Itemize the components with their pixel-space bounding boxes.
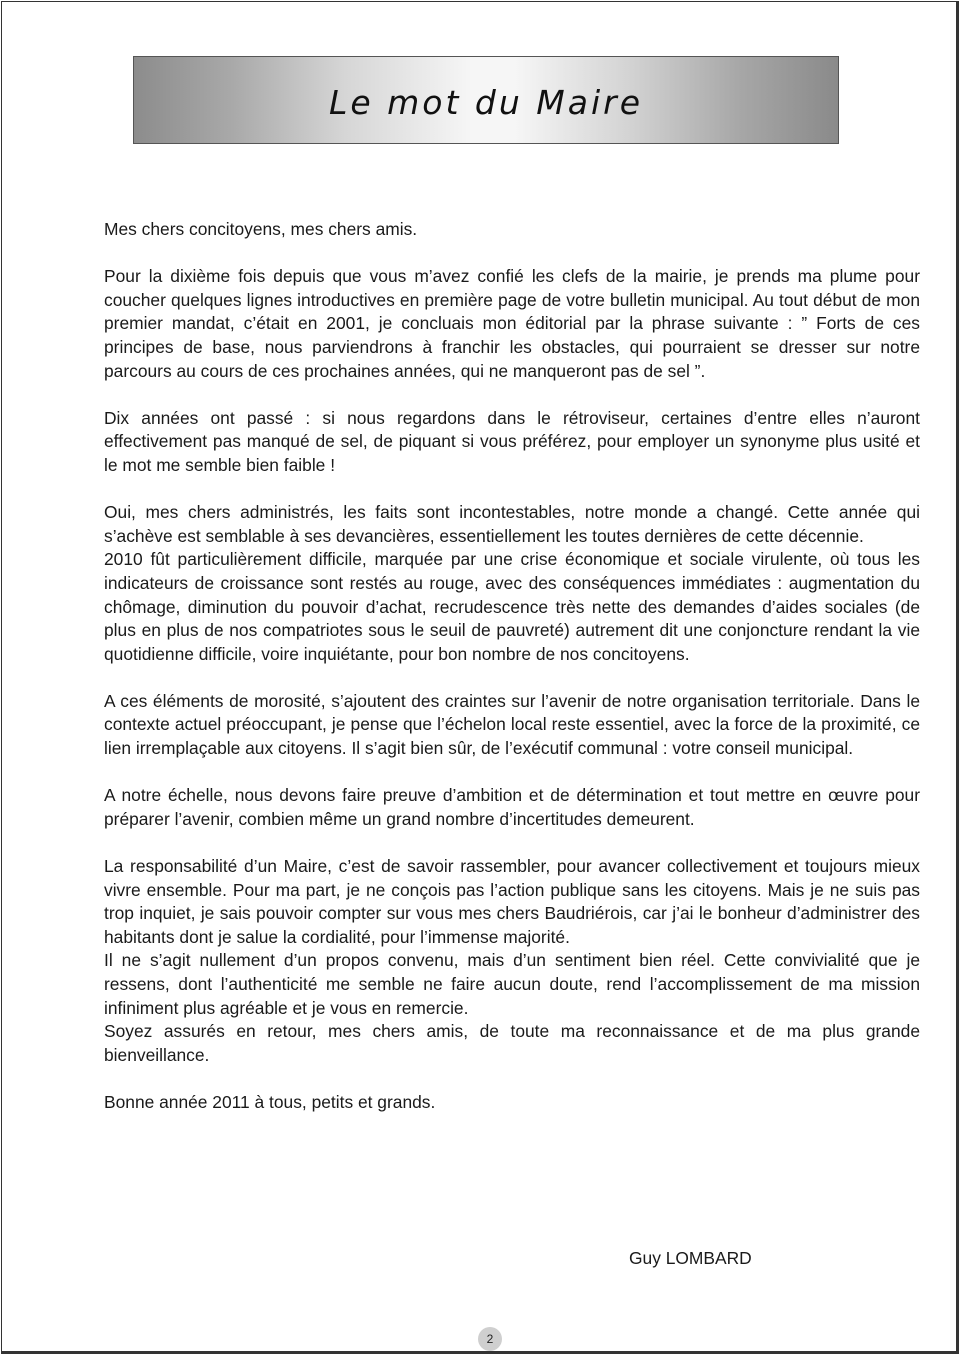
- body-paragraph: Soyez assurés en retour, mes chers amis, de toute ma reconnaissance et de ma plus grande bienveillance.: [104, 1021, 920, 1065]
- body-paragraph: A notre échelle, nous devons faire preuve d’ambition et de détermination et tout mettre en œuvre pour préparer l’avenir, combien même un grand nombre d’incertitudes demeurent.: [104, 785, 920, 829]
- body-paragraph: Oui, mes chers administrés, les faits sont incontestables, notre monde a changé. Cette année qui s’achève est semblable à ses devancières, essentiellement les toutes dernières de cette décennie.: [104, 502, 920, 546]
- letter-body: [104, 218, 920, 1138]
- body-paragraph: A ces éléments de morosité, s’ajoutent des craintes sur l’avenir de notre organisation territoriale. Dans le contexte actuel préoccupant, je pense que l’échelon local reste essentiel, avec la force de la proximité, ce lien irremplaçable aux citoyens. Il s’agit bien sûr, de l’exécutif communal : votre conseil municipal.: [104, 690, 920, 759]
- page-number: 2: [478, 1327, 502, 1351]
- body-paragraph: Il ne s’agit nullement d’un propos convenu, mais d’un sentiment bien réel. Cette convivialité que je ressens, dont l’authenticité me semble ne faire aucun doute, rend l’accomplissement de ma mission infiniment plus agréable et je vous en remercie.: [104, 950, 920, 1018]
- body-paragraph: Dix années ont passé : si nous regardons dans le rétroviseur, certaines d’entre elles n’auront effectivement pas manqué de sel, de piquant si vous préférez, pour employer un synonyme plus usité et le mot me semble bien faible !: [104, 407, 920, 475]
- page-title: Le mot du Maire: [328, 82, 644, 122]
- greeting-paragraph: Mes chers concitoyens, mes chers amis.: [104, 219, 418, 239]
- closing-paragraph: Bonne année 2011 à tous, petits et grands.: [104, 1091, 436, 1112]
- body-paragraph: La responsabilité d’un Maire, c’est de savoir rassembler, pour avancer collectivement et toujours mieux vivre ensemble. Pour ma part, je ne conçois pas l’action publique sans les citoyens. Mais je ne suis pas trop inquiet, je sais pouvoir compter sur vous mes chers Baudriérois, car j’ai le bonheur d’administrer des habitants dont je salue la cordialité, pour l’immense majorité.: [104, 856, 920, 947]
- title-banner: [133, 56, 839, 144]
- body-paragraph: 2010 fût particulièrement difficile, marquée par une crise économique et sociale virulente, où tous les indicateurs de croissance sont restés au rouge, avec des conséquences immédiates : augmentation du chômage, diminution du pouvoir d’achat, recrudescence très nette des demandes d’aides sociales (de plus en plus de nos compatriotes sous le seuil de pauvreté) autrement dit une conjoncture rendant la vie quotidienne difficile, voire inquiétante, pour bon nombre de nos concitoyens.: [104, 549, 920, 664]
- signature: Guy LOMBARD: [629, 1248, 752, 1268]
- body-paragraph: Pour la dixième fois depuis que vous m’avez confié les clefs de la mairie, je prends ma plume pour coucher quelques lignes introductives en première page de votre bulletin municipal. Au tout début de mon premier mandat, c’était en 2001, je concluais mon éditorial par la phrase suivante : ” Forts de ces principes de base, nous parviendrons à franchir les obstacles, qui pourraient se dresser sur notre parcours au cours de ces prochaines années, qui ne manqueront pas de sel ”.: [104, 266, 920, 381]
